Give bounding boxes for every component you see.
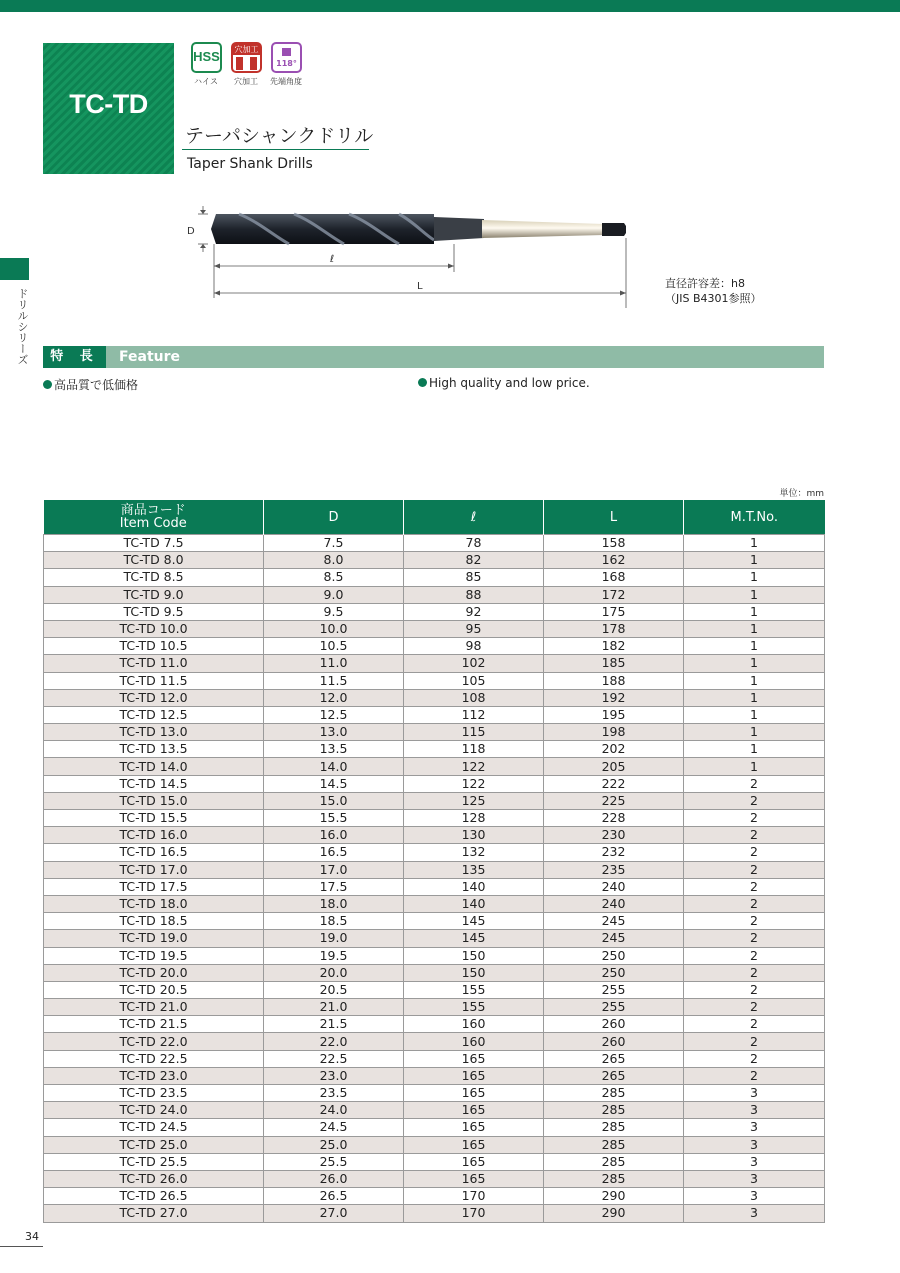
cell-d: 14.5 (264, 775, 404, 792)
cell-L: 250 (544, 964, 684, 981)
cell-item-code: TC-TD 11.0 (44, 655, 264, 672)
cell-L: 260 (544, 1016, 684, 1033)
cell-mt: 2 (684, 792, 825, 809)
top-bar (0, 0, 900, 12)
cell-l: 165 (404, 1170, 544, 1187)
cell-item-code: TC-TD 27.0 (44, 1205, 264, 1222)
cell-item-code: TC-TD 18.5 (44, 913, 264, 930)
table-row (44, 586, 825, 603)
feature-label-jp: 特 長 (43, 346, 106, 368)
cell-d: 24.0 (264, 1102, 404, 1119)
cell-mt: 2 (684, 930, 825, 947)
dim-D-label: D (187, 226, 195, 237)
cell-mt: 1 (684, 655, 825, 672)
cell-mt: 3 (684, 1085, 825, 1102)
cell-d: 16.0 (264, 827, 404, 844)
cell-item-code: TC-TD 23.0 (44, 1067, 264, 1084)
cell-mt: 2 (684, 1050, 825, 1067)
cell-L: 285 (544, 1102, 684, 1119)
cell-l: 92 (404, 603, 544, 620)
cell-item-code: TC-TD 7.5 (44, 535, 264, 552)
cell-d: 7.5 (264, 535, 404, 552)
cell-l: 170 (404, 1188, 544, 1205)
cell-l: 132 (404, 844, 544, 861)
cell-mt: 2 (684, 827, 825, 844)
table-row (44, 947, 825, 964)
point-angle-icon-caption: 先端角度 (270, 77, 302, 86)
table-row (44, 535, 825, 552)
cell-item-code: TC-TD 26.0 (44, 1170, 264, 1187)
cell-d: 22.0 (264, 1033, 404, 1050)
table-row (44, 895, 825, 912)
cell-d: 17.0 (264, 861, 404, 878)
table-row (44, 1170, 825, 1187)
cell-L: 260 (544, 1033, 684, 1050)
cell-L: 168 (544, 569, 684, 586)
cell-l: 155 (404, 981, 544, 998)
cell-l: 145 (404, 913, 544, 930)
hss-icon (191, 42, 222, 73)
cell-mt: 1 (684, 620, 825, 637)
cell-mt: 1 (684, 638, 825, 655)
cell-d: 14.0 (264, 758, 404, 775)
cell-mt: 3 (684, 1153, 825, 1170)
point-angle-icon-label: 118° (276, 59, 297, 68)
cell-mt: 2 (684, 861, 825, 878)
cell-item-code: TC-TD 11.5 (44, 672, 264, 689)
table-row (44, 1050, 825, 1067)
cell-L: 255 (544, 981, 684, 998)
cell-mt: 2 (684, 895, 825, 912)
cell-l: 140 (404, 895, 544, 912)
cell-mt: 2 (684, 1067, 825, 1084)
cell-mt: 1 (684, 672, 825, 689)
cell-L: 285 (544, 1153, 684, 1170)
cell-L: 290 (544, 1188, 684, 1205)
cell-item-code: TC-TD 14.5 (44, 775, 264, 792)
point-shape (282, 48, 291, 56)
cell-mt: 1 (684, 552, 825, 569)
cell-L: 195 (544, 706, 684, 723)
title-japanese: テーパシャンクドリル (185, 125, 374, 147)
cell-L: 285 (544, 1170, 684, 1187)
table-row (44, 638, 825, 655)
cell-d: 8.0 (264, 552, 404, 569)
cell-l: 125 (404, 792, 544, 809)
product-code-badge (43, 43, 174, 174)
bullet-dot-icon (43, 380, 52, 389)
cell-l: 155 (404, 999, 544, 1016)
feature-bullet-jp (43, 376, 138, 393)
cell-d: 13.0 (264, 724, 404, 741)
table-row (44, 1102, 825, 1119)
cell-item-code: TC-TD 8.0 (44, 552, 264, 569)
cell-mt: 2 (684, 947, 825, 964)
cell-d: 15.0 (264, 792, 404, 809)
cell-l: 145 (404, 930, 544, 947)
point-angle-icon (271, 42, 302, 73)
cell-l: 135 (404, 861, 544, 878)
cell-mt: 1 (684, 603, 825, 620)
cell-d: 26.5 (264, 1188, 404, 1205)
cell-d: 16.5 (264, 844, 404, 861)
hole-machining-icon-label: 穴加工 (234, 45, 259, 54)
cell-item-code: TC-TD 14.0 (44, 758, 264, 775)
cell-L: 230 (544, 827, 684, 844)
cell-L: 265 (544, 1067, 684, 1084)
cell-l: 122 (404, 775, 544, 792)
cell-item-code: TC-TD 22.5 (44, 1050, 264, 1067)
table-row (44, 1188, 825, 1205)
cell-mt: 1 (684, 758, 825, 775)
cell-l: 150 (404, 964, 544, 981)
cell-L: 225 (544, 792, 684, 809)
cell-L: 285 (544, 1119, 684, 1136)
cell-d: 19.0 (264, 930, 404, 947)
cell-L: 235 (544, 861, 684, 878)
table-row (44, 706, 825, 723)
cell-L: 232 (544, 844, 684, 861)
product-code: TC-TD (69, 89, 148, 119)
table-row (44, 1085, 825, 1102)
cell-d: 13.5 (264, 741, 404, 758)
cell-mt: 3 (684, 1205, 825, 1222)
table-row (44, 1205, 825, 1222)
cell-item-code: TC-TD 16.5 (44, 844, 264, 861)
cell-mt: 1 (684, 535, 825, 552)
cell-item-code: TC-TD 20.0 (44, 964, 264, 981)
cell-mt: 3 (684, 1136, 825, 1153)
feature-bullet-jp-text: 高品質で低価格 (54, 378, 139, 392)
cell-mt: 2 (684, 1016, 825, 1033)
unit-note: 単位：mm (779, 489, 824, 499)
header-item-code-jp: 商品コード (120, 503, 186, 518)
cell-item-code: TC-TD 18.0 (44, 895, 264, 912)
cell-l: 112 (404, 706, 544, 723)
cell-mt: 2 (684, 999, 825, 1016)
header-d: D (264, 500, 404, 535)
cell-item-code: TC-TD 12.0 (44, 689, 264, 706)
table-header-row (44, 500, 825, 535)
cell-item-code: TC-TD 24.0 (44, 1102, 264, 1119)
feature-header-bar (43, 346, 824, 368)
cell-mt: 2 (684, 810, 825, 827)
cell-l: 82 (404, 552, 544, 569)
cell-d: 25.0 (264, 1136, 404, 1153)
cell-l: 105 (404, 672, 544, 689)
cell-mt: 3 (684, 1188, 825, 1205)
table-row (44, 1136, 825, 1153)
side-tab-label: ドリルシリーズ (16, 288, 29, 365)
cell-L: 202 (544, 741, 684, 758)
cell-d: 22.5 (264, 1050, 404, 1067)
cell-item-code: TC-TD 17.0 (44, 861, 264, 878)
cell-L: 192 (544, 689, 684, 706)
cell-L: 172 (544, 586, 684, 603)
cell-mt: 2 (684, 1033, 825, 1050)
cell-mt: 1 (684, 689, 825, 706)
side-tab-marker (0, 258, 29, 280)
table-row (44, 861, 825, 878)
header-L: L (544, 500, 684, 535)
cell-mt: 3 (684, 1119, 825, 1136)
table-row (44, 689, 825, 706)
bullet-dot-icon (418, 378, 427, 387)
cell-l: 98 (404, 638, 544, 655)
cell-d: 26.0 (264, 1170, 404, 1187)
cell-d: 20.5 (264, 981, 404, 998)
cell-L: 175 (544, 603, 684, 620)
table-row (44, 827, 825, 844)
cell-L: 158 (544, 535, 684, 552)
cell-item-code: TC-TD 9.0 (44, 586, 264, 603)
table-row (44, 1016, 825, 1033)
feature-bullet-en-text: High quality and low price. (429, 376, 590, 390)
cell-d: 18.5 (264, 913, 404, 930)
cell-item-code: TC-TD 25.0 (44, 1136, 264, 1153)
cell-item-code: TC-TD 25.5 (44, 1153, 264, 1170)
cell-item-code: TC-TD 23.5 (44, 1085, 264, 1102)
cell-d: 21.5 (264, 1016, 404, 1033)
cell-L: 182 (544, 638, 684, 655)
cell-item-code: TC-TD 21.0 (44, 999, 264, 1016)
cell-L: 178 (544, 620, 684, 637)
cell-mt: 2 (684, 913, 825, 930)
cell-item-code: TC-TD 13.5 (44, 741, 264, 758)
cell-d: 12.5 (264, 706, 404, 723)
cell-mt: 2 (684, 964, 825, 981)
cell-L: 255 (544, 999, 684, 1016)
cell-l: 95 (404, 620, 544, 637)
cell-l: 150 (404, 947, 544, 964)
cell-l: 115 (404, 724, 544, 741)
cell-L: 245 (544, 913, 684, 930)
tolerance-line1: 直径許容差：h8 (665, 277, 745, 290)
cell-d: 24.5 (264, 1119, 404, 1136)
cell-mt: 1 (684, 724, 825, 741)
cell-item-code: TC-TD 24.5 (44, 1119, 264, 1136)
hss-icon-caption: ハイス (194, 77, 218, 86)
cell-L: 205 (544, 758, 684, 775)
cell-item-code: TC-TD 16.0 (44, 827, 264, 844)
cell-l: 130 (404, 827, 544, 844)
cell-L: 185 (544, 655, 684, 672)
cell-L: 240 (544, 878, 684, 895)
cell-L: 285 (544, 1085, 684, 1102)
cell-l: 108 (404, 689, 544, 706)
hole-machining-icon-caption: 穴加工 (234, 77, 258, 86)
table-row (44, 775, 825, 792)
cell-item-code: TC-TD 21.5 (44, 1016, 264, 1033)
cell-d: 11.0 (264, 655, 404, 672)
cell-item-code: TC-TD 22.0 (44, 1033, 264, 1050)
cell-item-code: TC-TD 8.5 (44, 569, 264, 586)
cell-l: 88 (404, 586, 544, 603)
spec-table (43, 500, 825, 1223)
cell-L: 290 (544, 1205, 684, 1222)
cell-d: 23.0 (264, 1067, 404, 1084)
cell-l: 140 (404, 878, 544, 895)
cell-L: 250 (544, 947, 684, 964)
tolerance-line2: （JIS B4301参照） (665, 292, 762, 305)
cell-d: 8.5 (264, 569, 404, 586)
cell-l: 128 (404, 810, 544, 827)
table-row (44, 672, 825, 689)
cell-item-code: TC-TD 13.0 (44, 724, 264, 741)
title-underline (182, 149, 369, 150)
cell-l: 165 (404, 1136, 544, 1153)
cell-mt: 2 (684, 981, 825, 998)
cell-d: 10.0 (264, 620, 404, 637)
table-row (44, 603, 825, 620)
cell-d: 15.5 (264, 810, 404, 827)
feature-bullet-en (418, 376, 590, 390)
page-number: 34 (0, 1230, 43, 1247)
feature-label-en: Feature (119, 349, 180, 365)
cell-item-code: TC-TD 20.5 (44, 981, 264, 998)
cell-item-code: TC-TD 9.5 (44, 603, 264, 620)
cell-d: 18.0 (264, 895, 404, 912)
table-row (44, 1119, 825, 1136)
cell-L: 198 (544, 724, 684, 741)
cell-mt: 2 (684, 878, 825, 895)
cell-L: 188 (544, 672, 684, 689)
cell-L: 162 (544, 552, 684, 569)
table-row (44, 655, 825, 672)
cell-d: 11.5 (264, 672, 404, 689)
cell-l: 160 (404, 1033, 544, 1050)
cell-mt: 1 (684, 741, 825, 758)
cell-d: 21.0 (264, 999, 404, 1016)
table-row (44, 878, 825, 895)
cell-item-code: TC-TD 15.5 (44, 810, 264, 827)
hole-machining-icon (231, 42, 262, 73)
table-row (44, 1067, 825, 1084)
table-row (44, 930, 825, 947)
cell-item-code: TC-TD 19.0 (44, 930, 264, 947)
tolerance-note (665, 276, 762, 306)
cell-L: 222 (544, 775, 684, 792)
cell-d: 27.0 (264, 1205, 404, 1222)
header-l: ℓ (404, 500, 544, 535)
cell-l: 165 (404, 1067, 544, 1084)
cell-l: 122 (404, 758, 544, 775)
cell-l: 102 (404, 655, 544, 672)
table-row (44, 844, 825, 861)
cell-item-code: TC-TD 26.5 (44, 1188, 264, 1205)
cell-L: 265 (544, 1050, 684, 1067)
cell-l: 118 (404, 741, 544, 758)
cell-l: 165 (404, 1102, 544, 1119)
cell-mt: 2 (684, 844, 825, 861)
table-row (44, 792, 825, 809)
cell-l: 160 (404, 1016, 544, 1033)
header-mt: M.T.No. (684, 500, 825, 535)
table-row (44, 724, 825, 741)
cell-item-code: TC-TD 17.5 (44, 878, 264, 895)
cell-l: 78 (404, 535, 544, 552)
dim-l-label: ℓ (330, 254, 335, 265)
cell-d: 17.5 (264, 878, 404, 895)
cell-item-code: TC-TD 10.5 (44, 638, 264, 655)
table-row (44, 810, 825, 827)
table-body (44, 535, 825, 1223)
cell-mt: 1 (684, 569, 825, 586)
cell-l: 165 (404, 1085, 544, 1102)
table-row (44, 552, 825, 569)
cell-L: 240 (544, 895, 684, 912)
dim-L-label: L (417, 281, 423, 292)
cell-l: 170 (404, 1205, 544, 1222)
hole-shape (236, 57, 257, 70)
cell-L: 245 (544, 930, 684, 947)
table-row (44, 999, 825, 1016)
cell-L: 285 (544, 1136, 684, 1153)
drill-illustration (211, 214, 626, 244)
cell-item-code: TC-TD 10.0 (44, 620, 264, 637)
cell-l: 85 (404, 569, 544, 586)
cell-mt: 1 (684, 586, 825, 603)
table-row (44, 1153, 825, 1170)
table-row (44, 569, 825, 586)
cell-l: 165 (404, 1050, 544, 1067)
cell-d: 19.5 (264, 947, 404, 964)
table-row (44, 913, 825, 930)
cell-l: 165 (404, 1119, 544, 1136)
table-row (44, 1033, 825, 1050)
cell-item-code: TC-TD 12.5 (44, 706, 264, 723)
table-row (44, 981, 825, 998)
cell-d: 25.5 (264, 1153, 404, 1170)
table-row (44, 758, 825, 775)
header-item-code (44, 500, 264, 535)
title-english: Taper Shank Drills (187, 156, 313, 172)
cell-d: 20.0 (264, 964, 404, 981)
cell-mt: 1 (684, 706, 825, 723)
cell-d: 12.0 (264, 689, 404, 706)
cell-item-code: TC-TD 19.5 (44, 947, 264, 964)
drill-diagram (184, 200, 644, 312)
hss-icon-label: HSS (193, 49, 220, 64)
table-row (44, 620, 825, 637)
header-item-code-en: Item Code (119, 516, 187, 531)
table-row (44, 964, 825, 981)
cell-L: 228 (544, 810, 684, 827)
table-row (44, 741, 825, 758)
cell-l: 165 (404, 1153, 544, 1170)
cell-mt: 3 (684, 1170, 825, 1187)
cell-d: 9.5 (264, 603, 404, 620)
cell-d: 10.5 (264, 638, 404, 655)
cell-d: 9.0 (264, 586, 404, 603)
cell-mt: 2 (684, 775, 825, 792)
cell-mt: 3 (684, 1102, 825, 1119)
cell-item-code: TC-TD 15.0 (44, 792, 264, 809)
cell-d: 23.5 (264, 1085, 404, 1102)
